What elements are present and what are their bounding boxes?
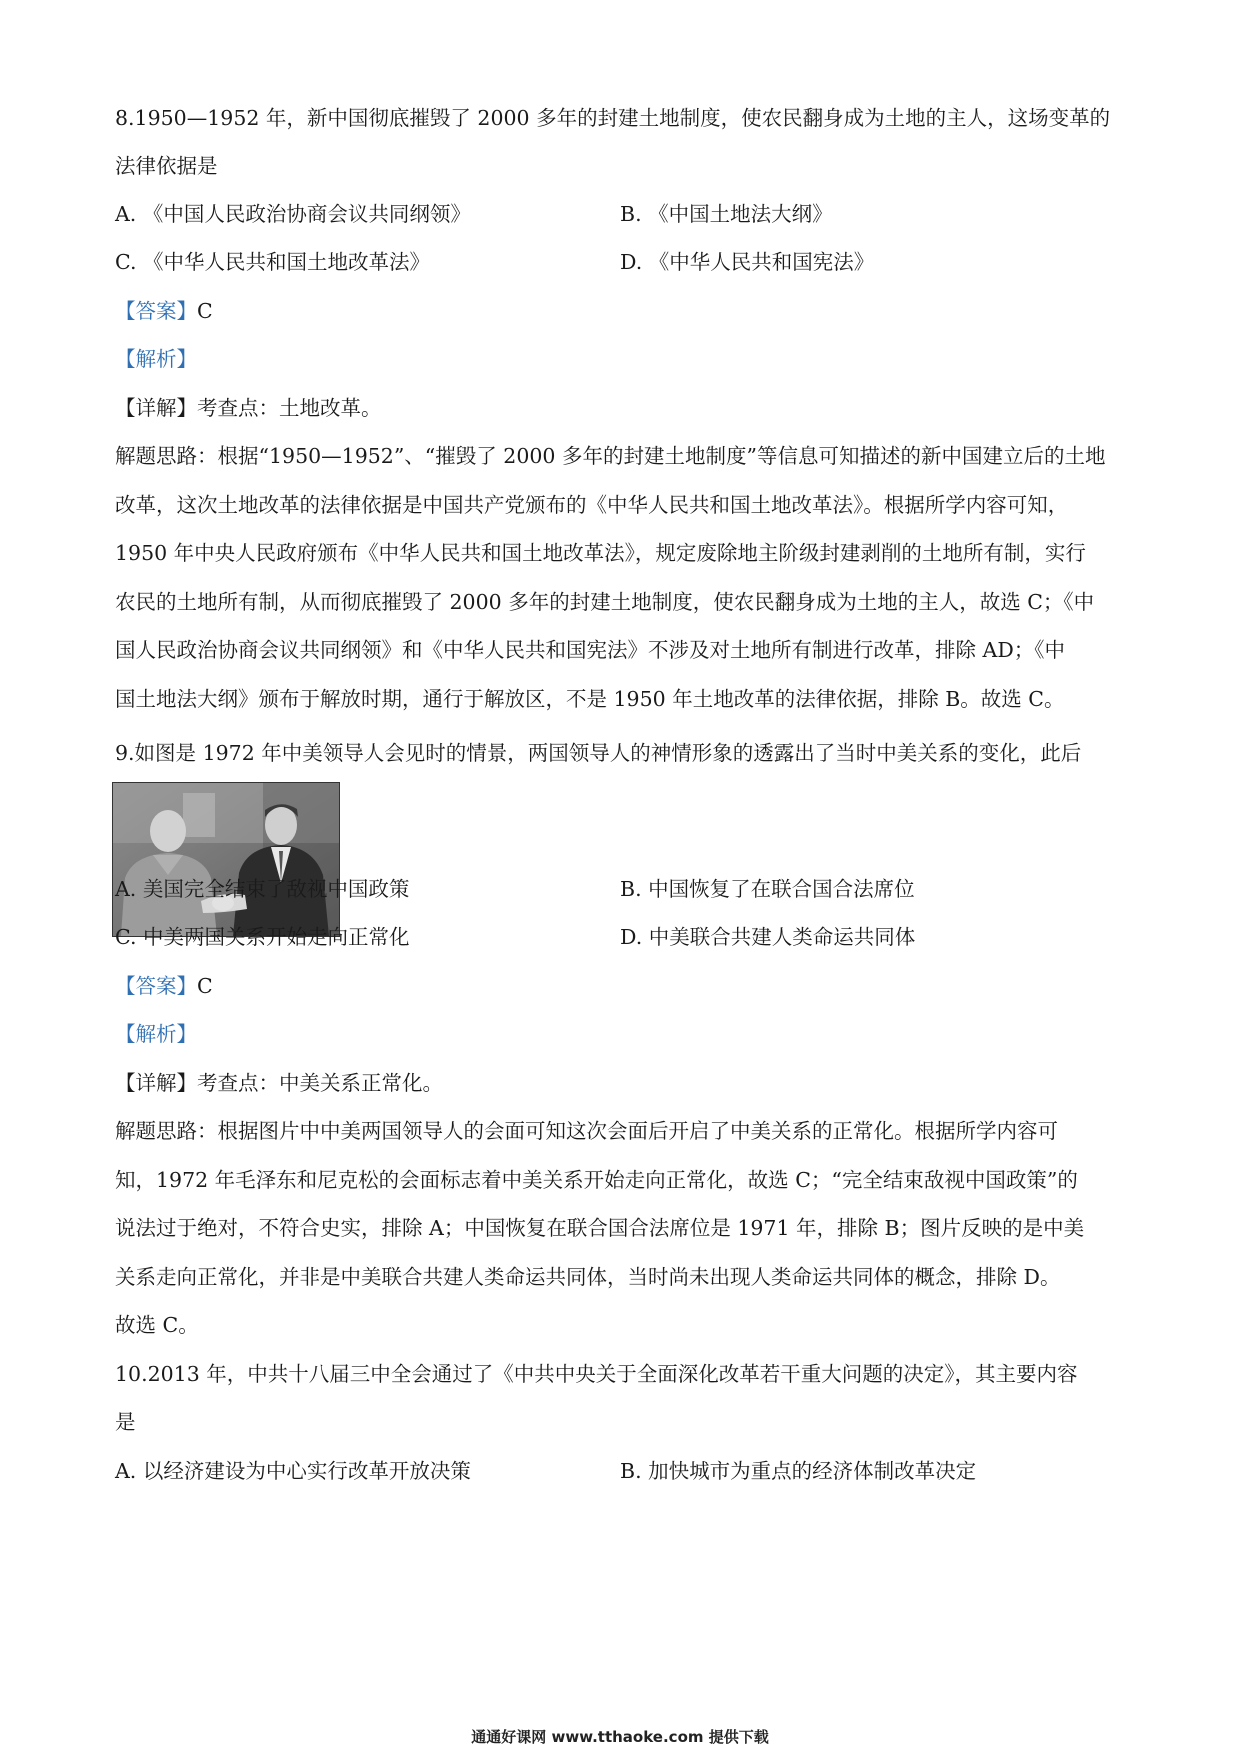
q9-analysis-tag: 【解析】 [115,1022,197,1046]
q10-stem-line-2: 是 [115,1410,136,1434]
q10-option-a: A. 以经济建设为中心实行改革开放决策 [115,1459,471,1483]
answer-tag: 【答案】 [115,974,197,998]
answer-value: C [197,974,213,998]
leaders-meeting-photo [112,782,340,937]
q8-stem-line-2: 法律依据是 [115,154,218,178]
answer-tag: 【答案】 [115,299,197,323]
q9-stem-line-1: 9.如图是 1972 年中美领导人会见时的情景，两国领导人的神情形象的透露出了当时中美关系的变化，此后 [115,741,1082,765]
q9-answer [115,972,213,1000]
q8-detail: 【详解】考查点：土地改革。 [115,396,382,420]
photo-illustration [113,783,339,936]
q9-explanation-1: 解题思路：根据图片中中美两国领导人的会面可知这次会面后开启了中美关系的正常化。根据所学内容可 [115,1119,1058,1143]
q9-option-a: A. 美国完全结束了敌视中国政策 [115,877,410,901]
q9-detail: 【详解】考查点：中美关系正常化。 [115,1071,443,1095]
q9-explanation-5: 故选 C。 [115,1313,199,1337]
q8-option-d: D. 《中华人民共和国宪法》 [620,250,875,274]
q8-explanation-1: 解题思路：根据“1950—1952”、“摧毁了 2000 多年的封建土地制度”等信息可知描述的新中国建立后的土地 [115,444,1106,468]
q9-option-b: B. 中国恢复了在联合国合法席位 [620,877,915,901]
q8-explanation-6: 国土地法大纲》颁布于解放时期，通行于解放区，不是 1950 年土地改革的法律依据，排除 B。故选 C。 [115,687,1065,711]
q8-explanation-3: 1950 年中央人民政府颁布《中华人民共和国土地改革法》，规定废除地主阶级封建剥削的土地所有制，实行 [115,541,1086,565]
q10-stem-line-1: 10.2013 年，中共十八届三中全会通过了《中共中央关于全面深化改革若干重大问题的决定》，其主要内容 [115,1362,1078,1386]
answer-value: C [197,299,213,323]
q8-option-c: C. 《中华人民共和国土地改革法》 [115,250,430,274]
q8-option-a: A. 《中国人民政治协商会议共同纲领》 [115,202,471,226]
q8-explanation-4: 农民的土地所有制，从而彻底摧毁了 2000 多年的封建土地制度，使农民翻身成为土地的主人，故选 C；《中 [115,590,1095,614]
q8-option-b: B. 《中国土地法大纲》 [620,202,833,226]
q9-explanation-4: 关系走向正常化，并非是中美联合共建人类命运共同体，当时尚未出现人类命运共同体的概念，排除 D。 [115,1265,1061,1289]
q10-option-b: B. 加快城市为重点的经济体制改革决定 [620,1459,977,1483]
q9-explanation-2: 知，1972 年毛泽东和尼克松的会面标志着中美关系开始走向正常化，故选 C；“完全结束敌视中国政策”的 [115,1168,1078,1192]
q8-answer [115,297,213,325]
q8-explanation-2: 改革，这次土地改革的法律依据是中国共产党颁布的《中华人民共和国土地改革法》。根据所学内容可知， [115,493,1069,517]
q8-explanation-5: 国人民政治协商会议共同纲领》和《中华人民共和国宪法》不涉及对土地所有制进行改革，排除 AD；《中 [115,638,1066,662]
q9-option-c: C. 中美两国关系开始走向正常化 [115,925,410,949]
page-footer: 通通好课网 www.tthaoke.com 提供下载 [471,1728,769,1746]
q9-explanation-3: 说法过于绝对，不符合史实，排除 A；中国恢复在联合国合法席位是 1971 年，排除 B；图片反映的是中美 [115,1216,1085,1240]
q8-stem-line-1: 8.1950—1952 年，新中国彻底摧毁了 2000 多年的封建土地制度，使农民翻身成为土地的主人，这场变革的 [115,106,1111,130]
q8-analysis-tag: 【解析】 [115,347,197,371]
q9-option-d: D. 中美联合共建人类命运共同体 [620,925,916,949]
